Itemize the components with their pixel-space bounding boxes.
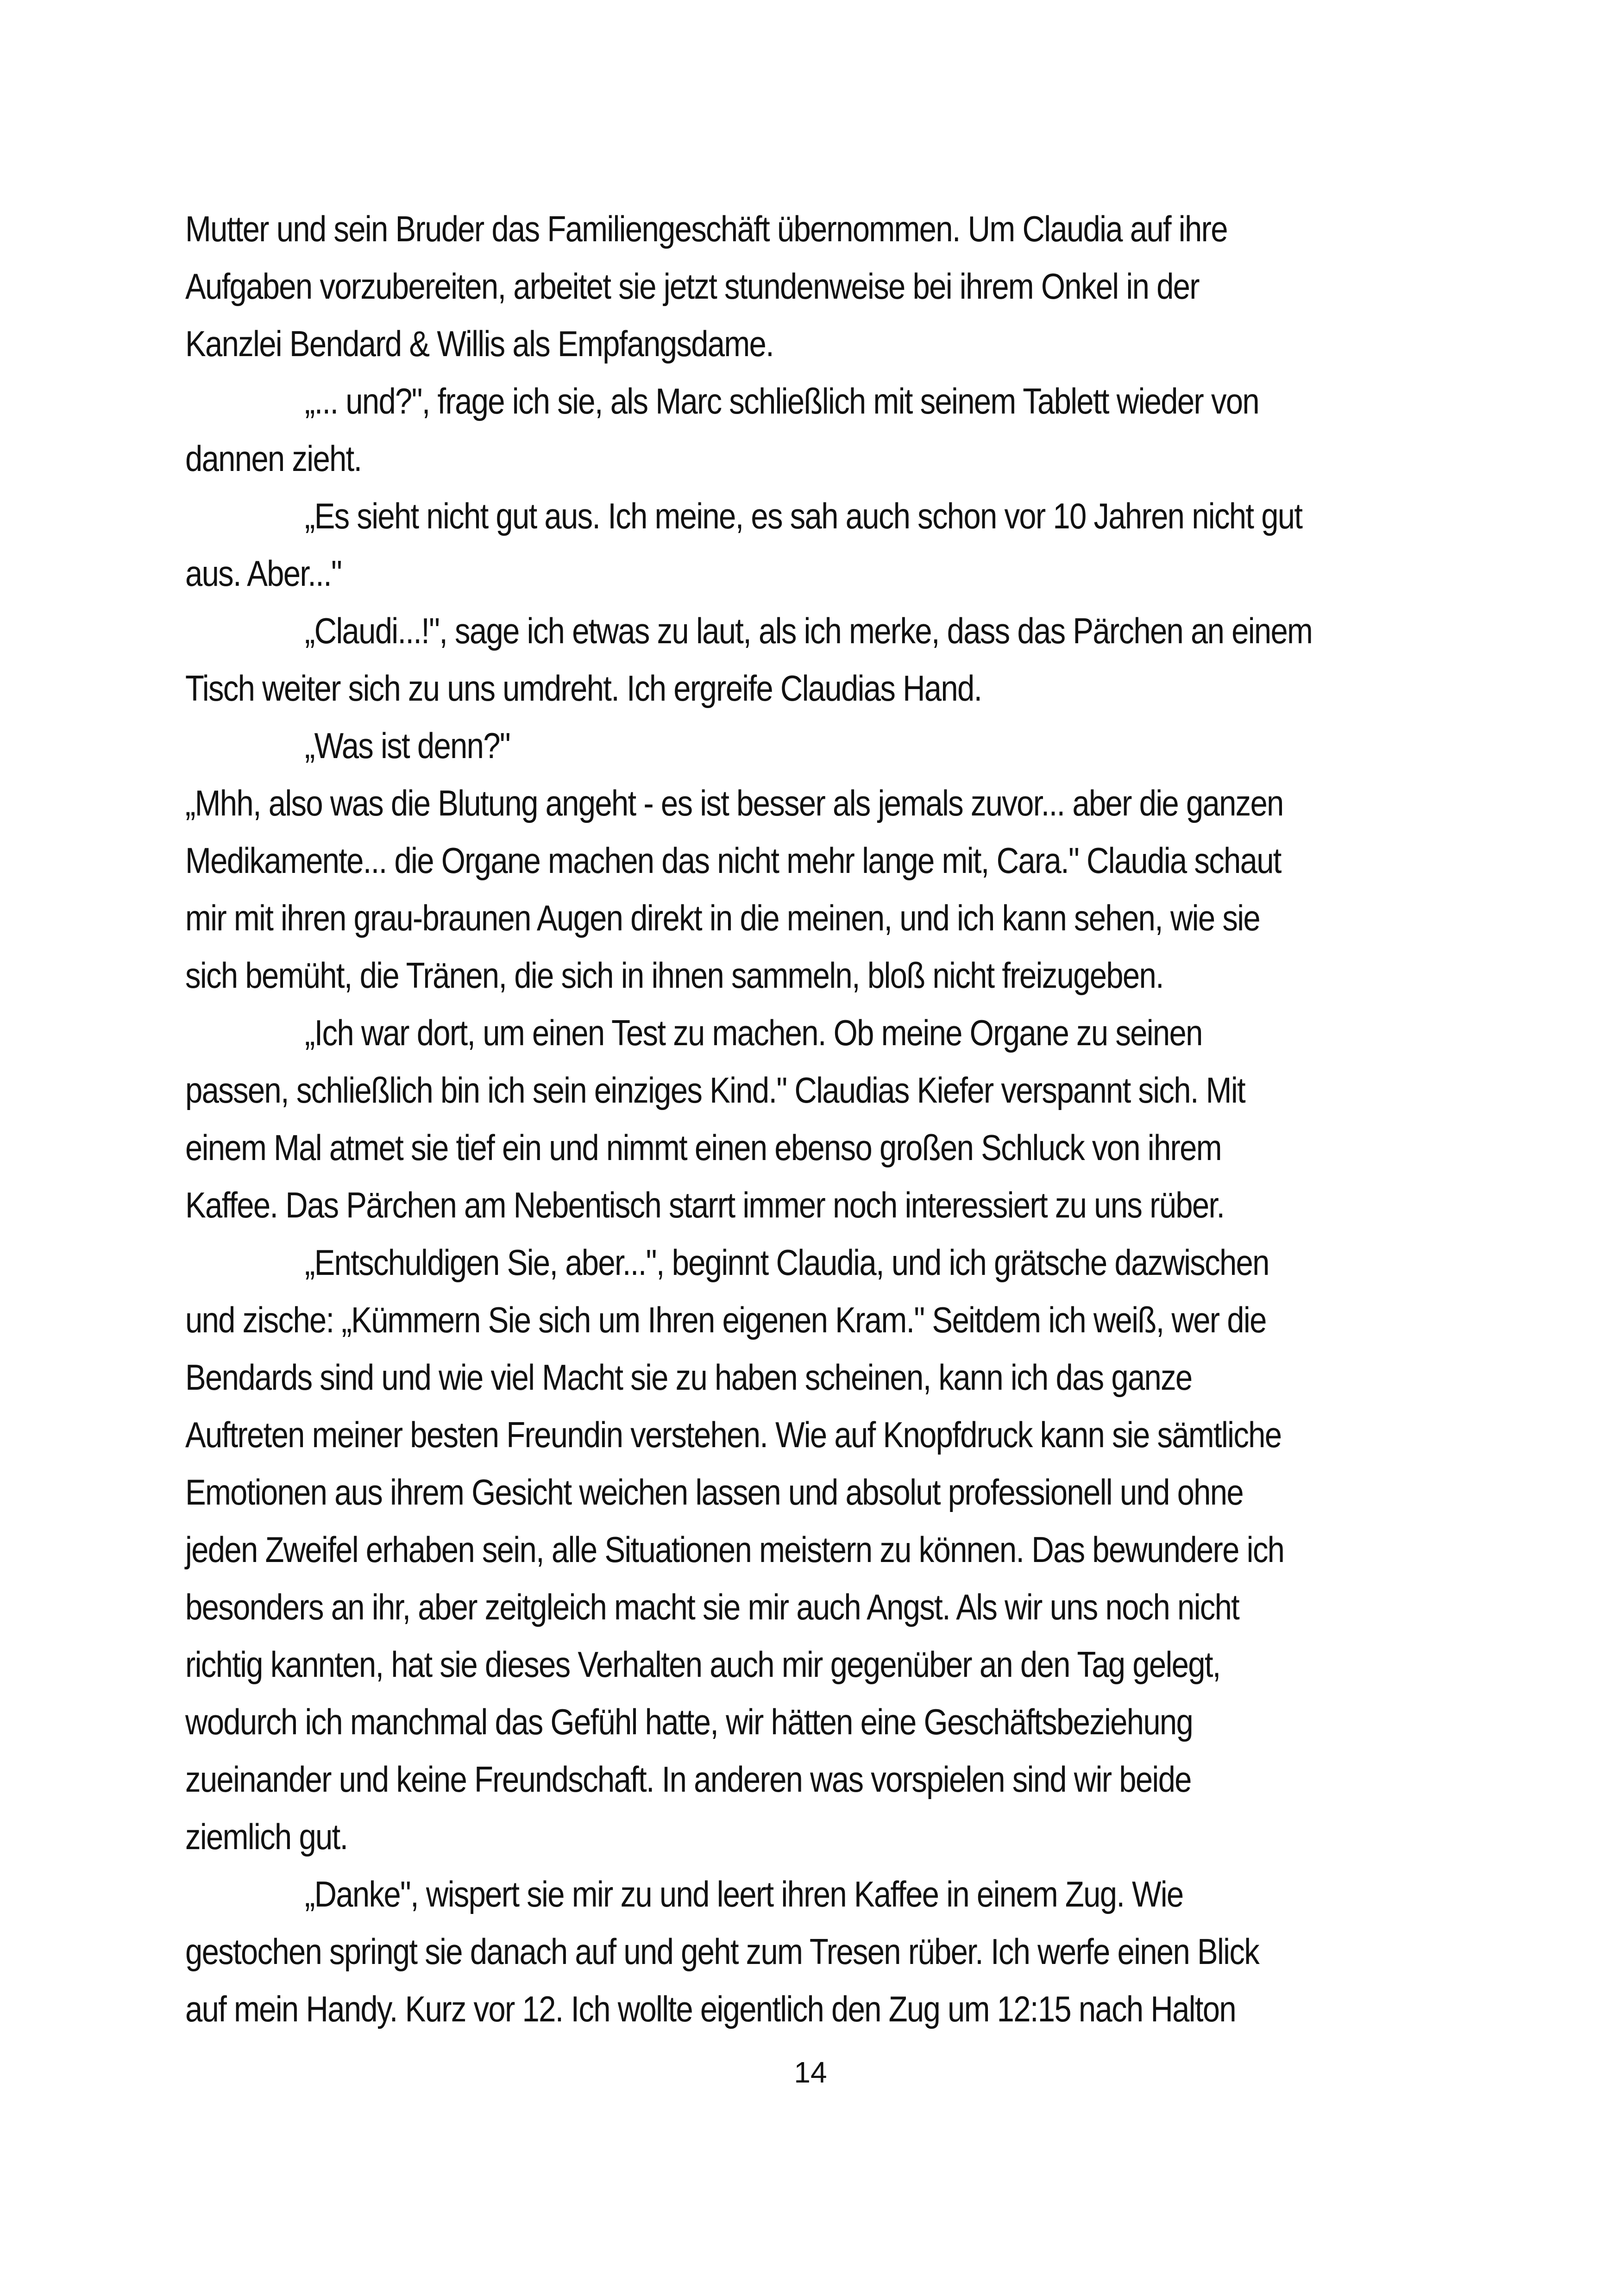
text-line: richtig kannten, hat sie dieses Verhalten auch mir gegenüber an den Tag gelegt, [185,1644,1220,1685]
body-text [185,200,1473,2038]
text-line: einem Mal atmet sie tief ein und nimmt einen ebenso großen Schluck von ihrem [185,1127,1221,1168]
text-line: passen, schließlich bin ich sein einziges Kind." Claudias Kiefer verspannt sich. Mit [185,1070,1245,1110]
text-line: „Entschuldigen Sie, aber...", beginnt Claudia, und ich grätsche dazwischen [305,1242,1269,1283]
text-line: Emotionen aus ihrem Gesicht weichen lassen und absolut professionell und ohne [185,1472,1243,1512]
text-line: besonders an ihr, aber zeitgleich macht sie mir auch Angst. Als wir uns noch nicht [185,1587,1239,1627]
text-line: Bendards sind und wie viel Macht sie zu haben scheinen, kann ich das ganze [185,1357,1192,1398]
text-line: aus. Aber..." [185,553,342,594]
text-line: Kanzlei Bendard & Willis als Empfangsdame. [185,323,773,364]
text-line: Kaffee. Das Pärchen am Nebentisch starrt immer noch interessiert zu uns rüber. [185,1185,1225,1225]
text-line: „... und?", frage ich sie, als Marc schließlich mit seinem Tablett wieder von [305,381,1259,421]
text-line: Tisch weiter sich zu uns umdreht. Ich ergreife Claudias Hand. [185,668,982,709]
text-line: „Es sieht nicht gut aus. Ich meine, es sah auch schon vor 10 Jahren nicht gut [305,496,1302,536]
text-line: „Danke", wispert sie mir zu und leert ihren Kaffee in einem Zug. Wie [305,1874,1183,1914]
text-line: Medikamente... die Organe machen das nicht mehr lange mit, Cara." Claudia schaut [185,840,1281,881]
text-line: dannen zieht. [185,438,362,479]
text-line: mir mit ihren grau-braunen Augen direkt in die meinen, und ich kann sehen, wie sie [185,897,1260,938]
text-line: „Claudi...!", sage ich etwas zu laut, als ich merke, dass das Pärchen an einem [305,610,1313,651]
text-line: und zische: „Kümmern Sie sich um Ihren eigenen Kram." Seitdem ich weiß, wer die [185,1299,1266,1340]
text-line: gestochen springt sie danach auf und geht zum Tresen rüber. Ich werfe einen Blick [185,1931,1259,1972]
text-line: auf mein Handy. Kurz vor 12. Ich wollte eigentlich den Zug um 12:15 nach Halton [185,1989,1236,2029]
text-line: Mutter und sein Bruder das Familiengeschäft übernommen. Um Claudia auf ihre [185,208,1227,249]
text-line: zueinander und keine Freundschaft. In anderen was vorspielen sind wir beide [185,1759,1191,1800]
text-line: „Ich war dort, um einen Test zu machen. Ob meine Organe zu seinen [305,1012,1202,1053]
text-line: Auftreten meiner besten Freundin verstehen. Wie auf Knopfdruck kann sie sämtliche [185,1414,1282,1455]
text-line: „Was ist denn?" [305,725,510,766]
text-line: jeden Zweifel erhaben sein, alle Situationen meistern zu können. Das bewundere ich [185,1529,1284,1570]
text-line: „Mhh, also was die Blutung angeht - es ist besser als jemals zuvor... aber die ganzen [185,783,1283,823]
text-line: sich bemüht, die Tränen, die sich in ihnen sammeln, bloß nicht freizugeben. [185,955,1163,996]
text-line: Aufgaben vorzubereiten, arbeitet sie jetzt stundenweise bei ihrem Onkel in der [185,266,1199,307]
page-number: 14 [794,2056,827,2089]
text-line: wodurch ich manchmal das Gefühl hatte, wir hätten eine Geschäftsbeziehung [185,1701,1193,1742]
text-line: ziemlich gut. [185,1816,348,1857]
